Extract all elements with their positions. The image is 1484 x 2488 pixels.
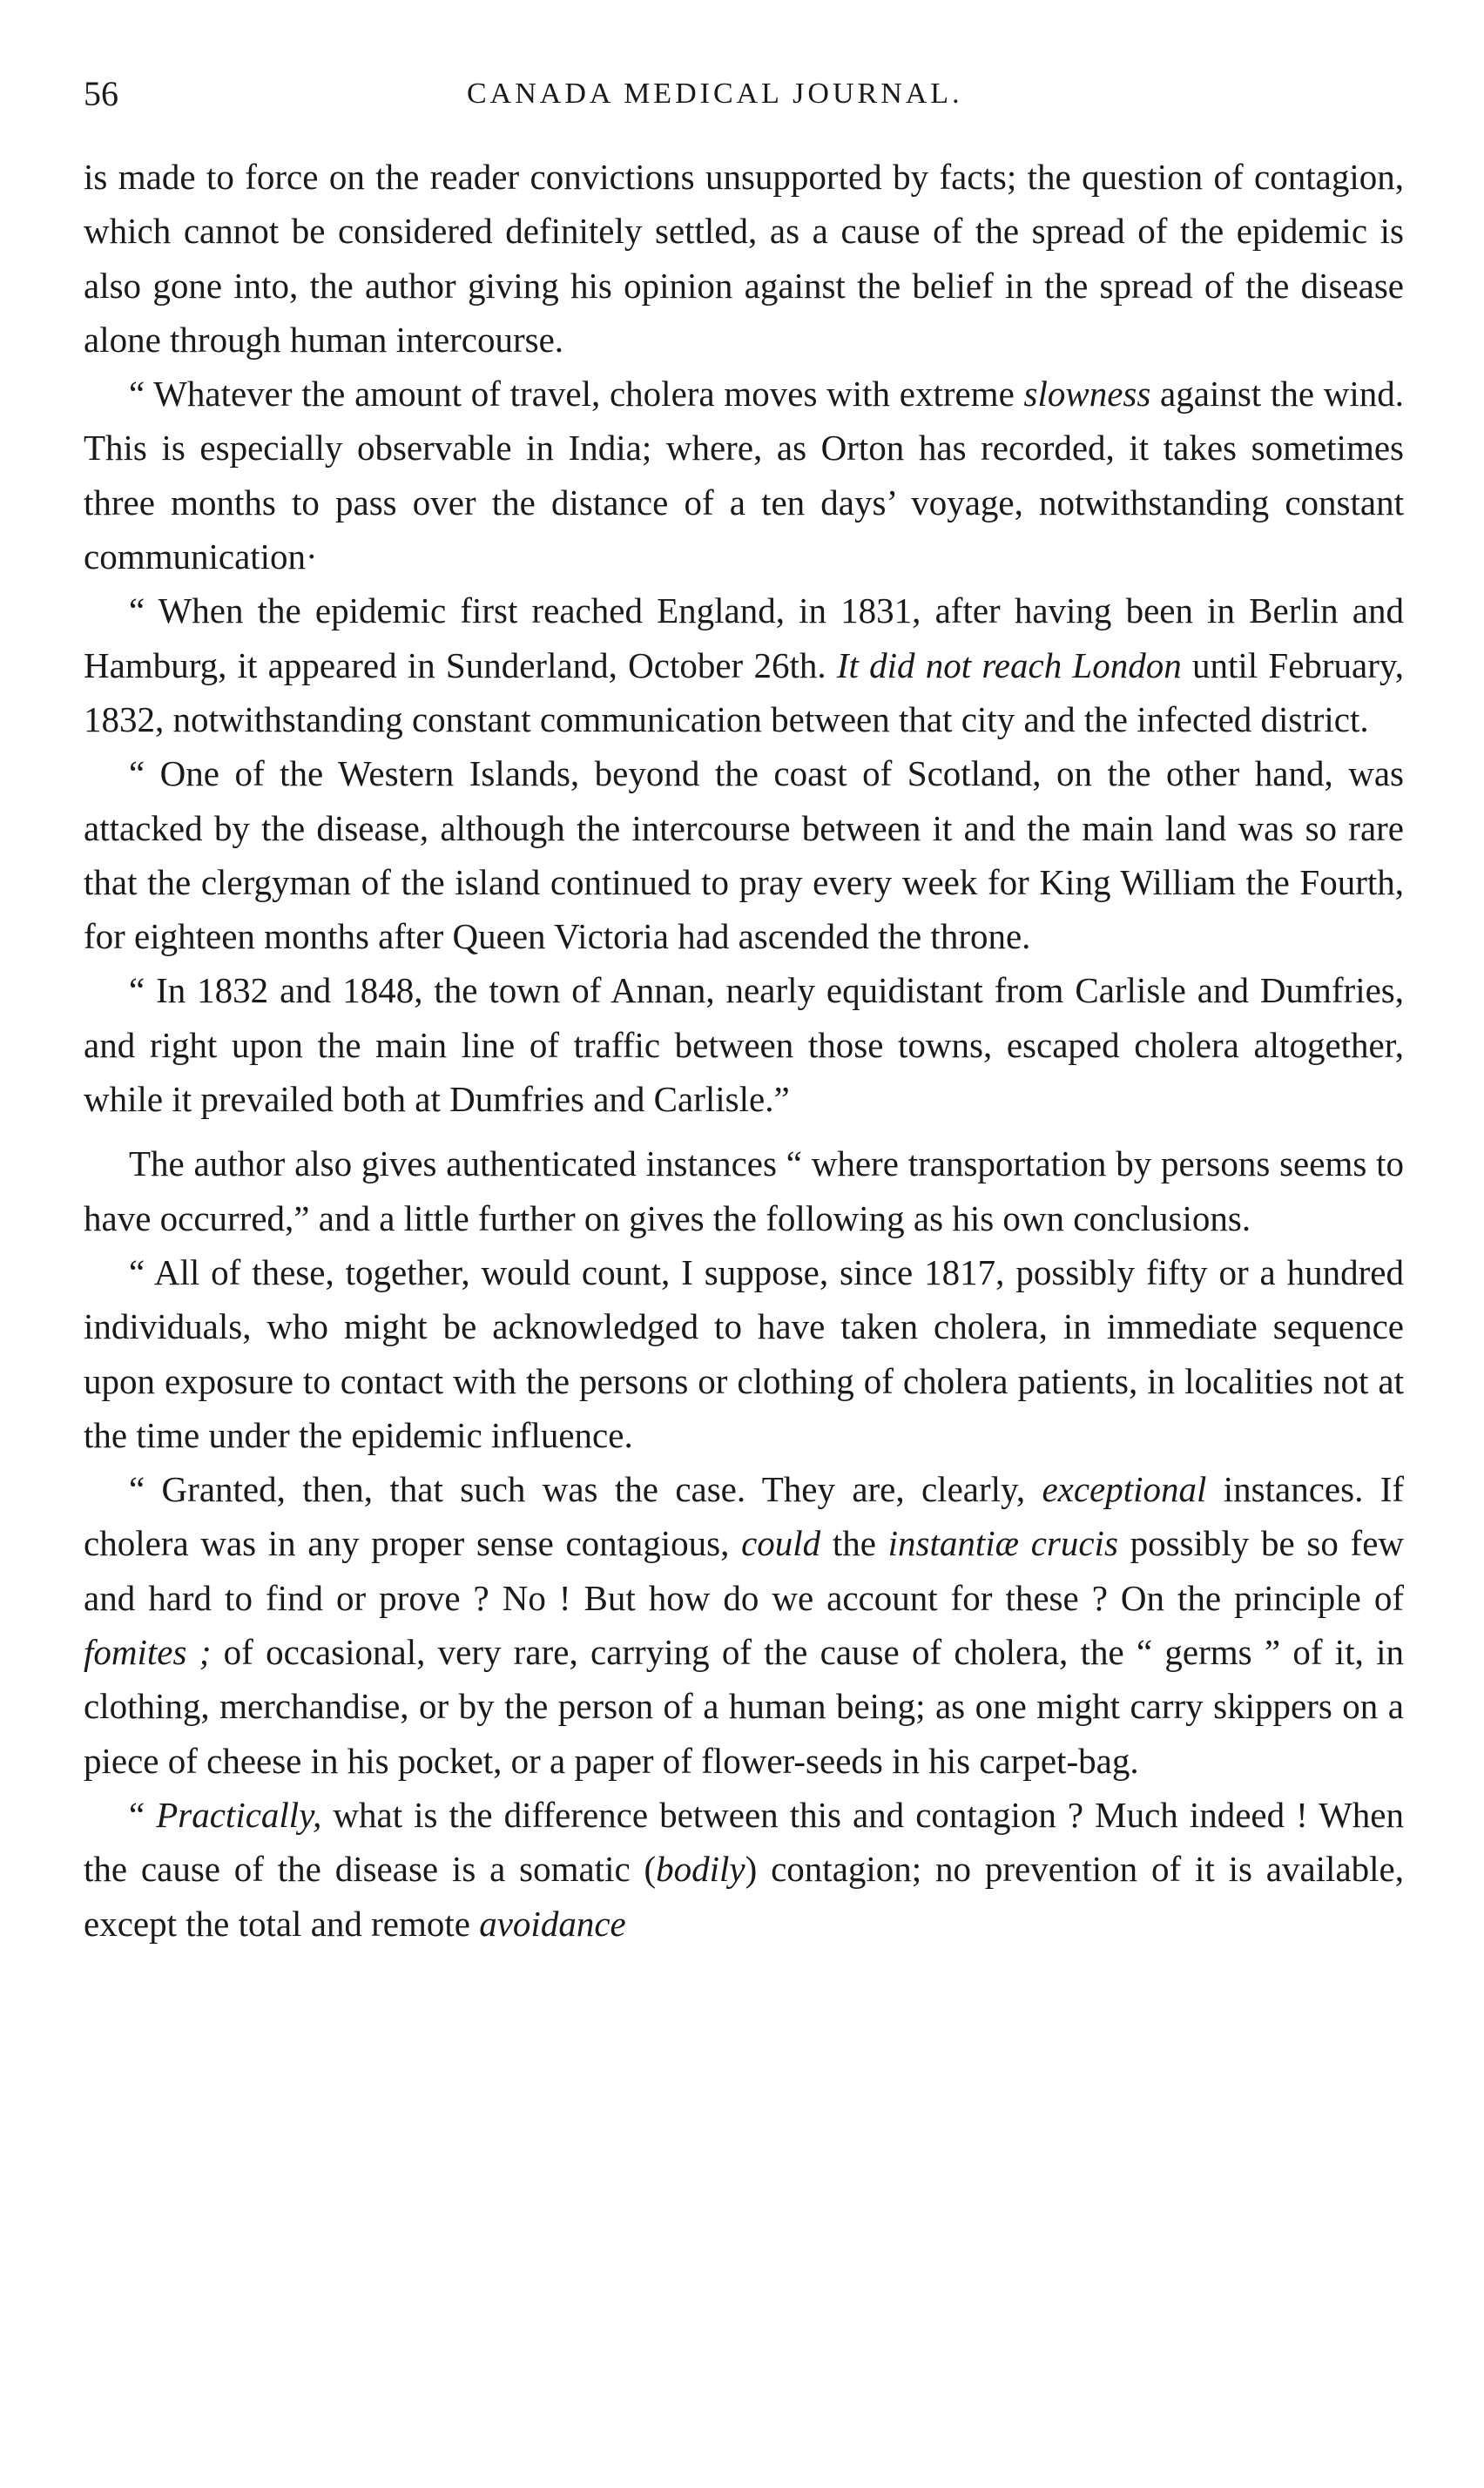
text-run: of occasional, very rare, carrying of the cause of cholera, the “ germs ” of it, in clothing, merchandise, or by the person of a human being; as one might carry skippers on a piece of cheese in his pocket, or a paper of flower-seeds in his carpet-bag.: [84, 1632, 1405, 1781]
text-run: “ All of these, together, would count, I suppose, since 1817, possibly fifty or a hundred individuals, who might be acknowledged to have taken cholera, in immediate sequence upon exposure to contact with the persons or clothing of cholera patients, in localities not at the time under the epidemic influence.: [84, 1251, 1404, 1455]
document-page: [84, 68, 1404, 1951]
italic-text: could: [741, 1523, 821, 1564]
italic-text: instantiæ crucis: [887, 1523, 1118, 1564]
paragraph: [84, 1136, 1404, 1245]
italic-text: fomites ;: [84, 1632, 212, 1673]
text-run: “ In 1832 and 1848, the town of Annan, nearly equidistant from Carlisle and Dumfries, and right upon the main line of traffic between those towns, escaped cholera altogether, while it prevailed both at Dumfries and Carlisle.”: [84, 970, 1404, 1120]
paragraph: [84, 1462, 1404, 1788]
italic-text: bodily: [656, 1849, 745, 1890]
text-run: possibly be so few and hard to find or prove ? No ! But how do we account for these ? On the principle of: [84, 1523, 1404, 1618]
text-run: the: [820, 1523, 888, 1564]
text-run: “ Granted, then, that such was the case. They are, clearly,: [129, 1469, 1042, 1510]
text-run: is made to force on the reader convictions unsupported by facts; the question of contagion, which cannot be considered definitely settled, as a cause of the spread of the epidemic is also gone into, the author giving his opinion against the belief in the spread of the disease alone through human intercourse.: [84, 157, 1404, 360]
text-run: “ When the epidemic first reached England, in 1831, after having been in Berlin and Hamburg, it appeared in Sunderland, October 26th.: [84, 590, 1404, 685]
paragraph: [84, 963, 1404, 1126]
running-head: [84, 68, 1404, 120]
text-run: ) contagion; no prevention of it is available, except the total and remote: [84, 1849, 1404, 1944]
paragraph: [84, 1245, 1404, 1462]
italic-text: avoidance: [479, 1903, 626, 1944]
text-run: “ One of the Western Islands, beyond the coast of Scotland, on the other hand, was attacked by the disease, although the intercourse between it and the main land was so rare that the clergyman of the island continued to pray every week for King William the Fourth, for eighteen months after Queen Victoria had ascended the throne.: [84, 753, 1404, 957]
text-run: against the wind. This is especially observable in India; where, as Orton has recorded, it takes sometimes three months to pass over the distance of a ten days’ voyage, notwithstanding constant communication·: [84, 374, 1404, 577]
text-run: “: [129, 1794, 157, 1835]
text-run: “ Whatever the amount of travel, cholera moves with extreme: [129, 374, 1024, 415]
paragraph: [84, 150, 1404, 367]
italic-text: slowness: [1023, 374, 1151, 415]
paragraph: [84, 583, 1404, 746]
text-run: instances. If cholera was in any proper sense contagious,: [84, 1469, 1404, 1564]
text-run: what is the difference between this and contagion ? Much indeed ! When the cause of the disease is a somatic (: [84, 1794, 1404, 1890]
page-number: 56: [84, 74, 118, 113]
paragraph: [84, 367, 1404, 583]
italic-text: It did not reach London: [836, 644, 1182, 685]
paragraph: [84, 746, 1404, 963]
body-text: [84, 150, 1404, 1951]
italic-text: exceptional: [1042, 1469, 1207, 1510]
text-run: The author also gives authenticated instances “ where transportation by persons seems to have occurred,” and a little further on gives the following as his own conclusions.: [84, 1143, 1404, 1238]
italic-text: Practically,: [156, 1794, 322, 1835]
text-run: until February, 1832, notwithstanding constant communication between that city and the infected district.: [84, 644, 1404, 739]
journal-title: CANADA MEDICAL JOURNAL.: [467, 78, 963, 110]
paragraph: [84, 1788, 1404, 1951]
